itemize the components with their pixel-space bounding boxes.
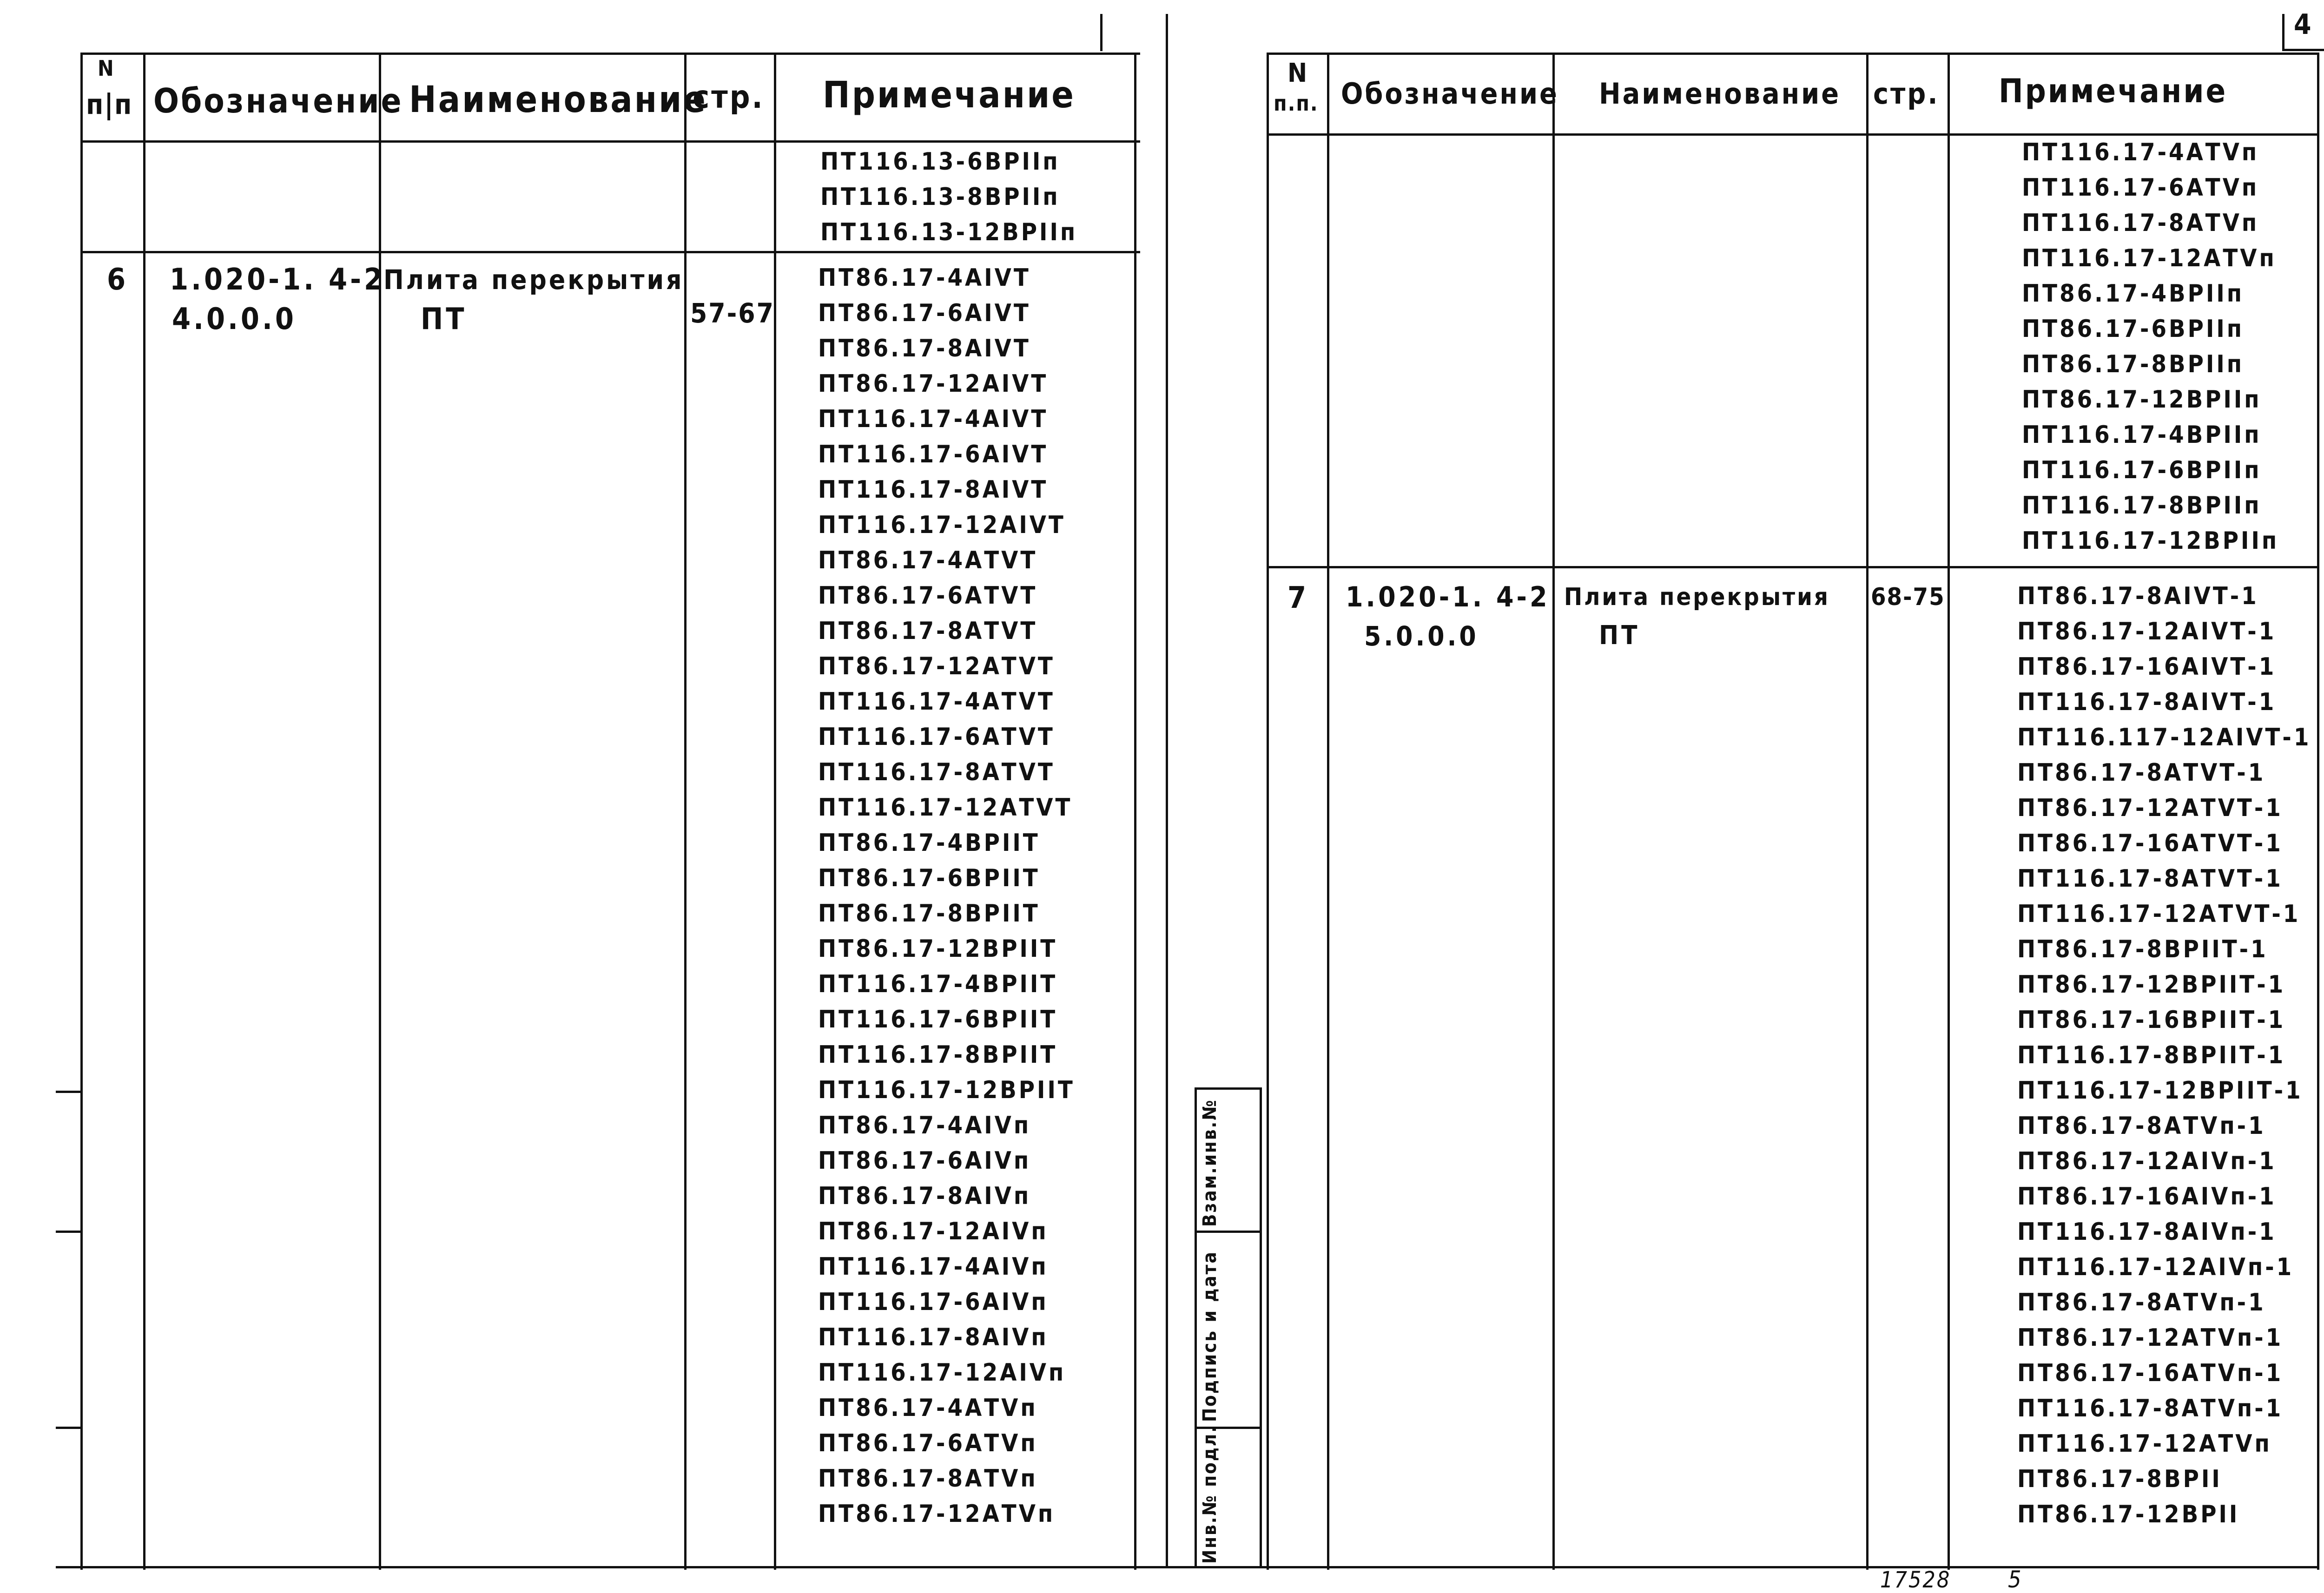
note-line: ПТ86.17-12АIVп [818, 1218, 1049, 1245]
stamp-box-right [1260, 1087, 1262, 1568]
row-6-num: 6 [107, 263, 129, 297]
left-margin-tick-3 [56, 1427, 83, 1429]
note-line: ПТ86.17-8АТVп [818, 1465, 1038, 1493]
right-col-3 [1552, 53, 1555, 1570]
note-line: ПТ86.17-6АТVп [818, 1429, 1038, 1457]
row-6-pages: 57-67 [690, 297, 775, 329]
note-line: ПТ116.17-12АТVп [2022, 244, 2277, 272]
right-continuation-notes [2022, 135, 2279, 559]
note-line: ПТ116.17-6ВРIIТ [818, 1006, 1058, 1033]
row-6-code-2: 4.0.0.0 [172, 302, 297, 336]
left-header-bottom [80, 140, 1140, 143]
row-7-code-2: 5.0.0.0 [1364, 620, 1479, 652]
note-line: ПТ86.17-8АIVТ [818, 335, 1031, 362]
note-line: ПТ116.17-8АТVп [2022, 209, 2259, 237]
left-col-4 [684, 53, 687, 1570]
note-line: ПТ116.17-4ВРIIТ [818, 970, 1058, 998]
left-col-1 [80, 53, 83, 1570]
note-line: ПТ116.17-4АТVп [2022, 138, 2259, 166]
stamp-signature-date: Подпись и дата [1199, 1251, 1221, 1422]
left-col-6 [1134, 53, 1136, 1570]
note-line: ПТ116.17-8АIVп-1 [2017, 1218, 2277, 1246]
note-line: ПТ86.17-12АТVп [818, 1500, 1056, 1528]
row-7-pages: 68-75 [1871, 583, 1945, 611]
note-line: ПТ86.17-12ВРIIп [2022, 386, 2262, 414]
note-line: ПТ116.17-4АТVТ [818, 688, 1055, 716]
note-line: ПТ86.17-12ВРIIТ [818, 935, 1058, 963]
note-line: ПТ86.17-12АIVТ-1 [2017, 618, 2277, 645]
note-line: ПТ116.17-8ВРIIп [2022, 492, 2262, 520]
note-line: ПТ116.13-8ВРIIп [820, 183, 1060, 211]
page-corner-line [2282, 49, 2324, 51]
note-line: ПТ86.17-8ВРII [2017, 1465, 2222, 1493]
note-line: ПТ86.17-4АIVп [818, 1112, 1031, 1139]
note-line: ПТ86.17-8ВРIIТ-1 [2017, 935, 2268, 963]
left-header-designation: Обозначение [153, 81, 403, 120]
note-line: ПТ86.17-16АТVТ-1 [2017, 829, 2283, 857]
row-7-notes [2017, 579, 2311, 1532]
right-header-designation: Обозначение [1341, 77, 1559, 111]
right-header-name: Наименование [1599, 77, 1841, 111]
right-col-2 [1327, 53, 1329, 1570]
note-line: ПТ86.17-12АIVп-1 [2017, 1147, 2277, 1175]
note-line: ПТ116.17-12АIVп-1 [2017, 1253, 2294, 1281]
note-line: ПТ116.117-12АIVТ-1 [2017, 724, 2311, 751]
note-line: ПТ116.17-6АТVТ [818, 723, 1055, 751]
note-line: ПТ116.17-6АIVп [818, 1288, 1049, 1316]
note-line: ПТ86.17-8АIVп [818, 1182, 1031, 1210]
row-7-name-2: ПТ [1599, 620, 1640, 651]
right-row-divider [1267, 566, 2319, 568]
note-line: ПТ86.17-8АТVТ [818, 617, 1038, 645]
row-6-name-2: ПТ [421, 302, 467, 336]
note-line: ПТ86.17-12ВРII [2017, 1501, 2240, 1528]
right-table-top [1267, 53, 2319, 55]
row-6-code-1: 1.020-1. 4-2 [170, 263, 386, 297]
row-7-code-1: 1.020-1. 4-2 [1346, 581, 1550, 613]
right-header-num-bottom: п.п. [1274, 91, 1319, 116]
row-6-notes [818, 260, 1075, 1532]
stamp-divider-1 [1195, 1231, 1262, 1233]
footer-doc-number: 17528 [1880, 1567, 1951, 1593]
note-line: ПТ116.17-4ВРIIп [2022, 421, 2262, 449]
footer-sheet: 5 [2008, 1566, 2021, 1593]
bottom-border [56, 1566, 2319, 1568]
note-line: ПТ116.17-12АТVТ-1 [2017, 900, 2301, 928]
note-line: ПТ86.17-4ВРIIТ [818, 829, 1040, 857]
row-7-num: 7 [1287, 581, 1309, 615]
note-line: ПТ86.17-12АТVТ [818, 652, 1055, 680]
page-number: 4 [2294, 8, 2311, 41]
note-line: ПТ116.13-6ВРIIп [820, 148, 1060, 176]
stamp-box-top [1195, 1087, 1262, 1090]
left-continuation-notes [820, 144, 1077, 250]
row-6-name-1: Плита перекрытия [383, 264, 684, 296]
left-header-note: Примечание [823, 74, 1076, 116]
left-margin-tick-1 [56, 1091, 83, 1093]
right-header-num-top: N [1287, 58, 1308, 88]
note-line: ПТ116.13-12ВРIIп [820, 218, 1078, 246]
note-line: ПТ116.17-6АIVТ [818, 441, 1049, 468]
note-line: ПТ86.17-6АIVп [818, 1147, 1031, 1175]
note-line: ПТ116.17-12АIVТ [818, 511, 1066, 539]
left-header-num-bottom: п|п [86, 88, 133, 121]
left-col-5 [774, 53, 776, 1570]
note-line: ПТ116.17-12ВРIIТ [818, 1076, 1075, 1104]
note-line: ПТ86.17-4АIVТ [818, 264, 1031, 292]
note-line: ПТ86.17-8ВРIIп [2022, 350, 2245, 378]
note-line: ПТ86.17-16АIVп-1 [2017, 1183, 2277, 1211]
left-margin-tick-2 [56, 1231, 83, 1233]
note-line: ПТ116.17-8АIVТ-1 [2017, 688, 2277, 716]
note-line: ПТ86.17-12ВРIIТ-1 [2017, 971, 2286, 999]
note-line: ПТ116.17-12ВРIIп [2022, 527, 2279, 555]
right-header-note: Примечание [1999, 72, 2228, 110]
note-line: ПТ116.17-4АIVп [818, 1253, 1049, 1281]
note-line: ПТ86.17-6АТVТ [818, 582, 1038, 610]
note-line: ПТ86.17-8АТVТ-1 [2017, 759, 2266, 787]
note-line: ПТ116.17-12АТVп [2017, 1430, 2272, 1458]
note-line: ПТ86.17-4ВРIIп [2022, 280, 2245, 308]
stamp-col-left [1166, 14, 1168, 1568]
note-line: ПТ86.17-12АТVп-1 [2017, 1324, 2284, 1352]
top-tick-left [1100, 14, 1103, 51]
note-line: ПТ86.17-12АТVТ-1 [2017, 794, 2283, 822]
note-line: ПТ116.17-8АIVп [818, 1323, 1049, 1351]
stamp-inv-podl: Инв.№ подл. [1199, 1425, 1221, 1564]
note-line: ПТ86.17-6ВРIIп [2022, 315, 2245, 343]
note-line: ПТ116.17-8АТVп-1 [2017, 1395, 2284, 1422]
note-line: ПТ116.17-6ВРIIп [2022, 456, 2262, 484]
note-line: ПТ116.17-6АТVп [2022, 174, 2259, 202]
note-line: ПТ116.17-8АIVТ [818, 476, 1049, 504]
note-line: ПТ116.17-8ВРIIТ-1 [2017, 1041, 2286, 1069]
left-header-pages: стр. [693, 79, 765, 116]
note-line: ПТ86.17-6ВРIIТ [818, 864, 1040, 892]
note-line: ПТ86.17-6АIVТ [818, 299, 1031, 327]
left-table-top [80, 53, 1140, 55]
left-header-name: Наименование [409, 79, 707, 121]
right-col-1 [1267, 53, 1269, 1570]
note-line: ПТ86.17-8АТVп-1 [2017, 1112, 2266, 1140]
note-line: ПТ86.17-8АIVТ-1 [2017, 582, 2259, 610]
note-line: ПТ116.17-8ВРIIТ [818, 1041, 1058, 1069]
right-col-6 [2317, 53, 2319, 1570]
right-col-4 [1866, 53, 1868, 1570]
right-col-5 [1948, 53, 1950, 1570]
stamp-box-left [1195, 1087, 1197, 1568]
left-header-num-top: N [98, 56, 115, 81]
note-line: ПТ116.17-12АТVТ [818, 794, 1073, 822]
note-line: ПТ116.17-4АIVТ [818, 405, 1049, 433]
note-line: ПТ86.17-4АТVп [818, 1394, 1038, 1422]
note-line: ПТ86.17-16АIVТ-1 [2017, 653, 2277, 681]
right-header-pages: стр. [1873, 77, 1940, 111]
note-line: ПТ86.17-16АТVп-1 [2017, 1359, 2284, 1387]
note-line: ПТ86.17-4АТVТ [818, 546, 1038, 574]
top-tick-right [2282, 14, 2284, 51]
note-line: ПТ116.17-8АТVТ [818, 758, 1055, 786]
note-line: ПТ86.17-8АТVп-1 [2017, 1289, 2266, 1317]
left-row-divider [80, 251, 1140, 253]
note-line: ПТ86.17-16ВРIIТ-1 [2017, 1006, 2286, 1034]
note-line: ПТ116.17-12ВРIIТ-1 [2017, 1077, 2303, 1105]
note-line: ПТ86.17-8ВРIIТ [818, 900, 1040, 928]
note-line: ПТ116.17-12АIVп [818, 1359, 1066, 1387]
note-line: ПТ116.17-8АТVТ-1 [2017, 865, 2283, 893]
note-line: ПТ86.17-12АIVТ [818, 370, 1049, 398]
left-col-2 [143, 53, 145, 1570]
stamp-vzam-inv: Взам.инв.№ [1199, 1099, 1221, 1227]
row-7-name-1: Плита перекрытия [1564, 583, 1830, 611]
